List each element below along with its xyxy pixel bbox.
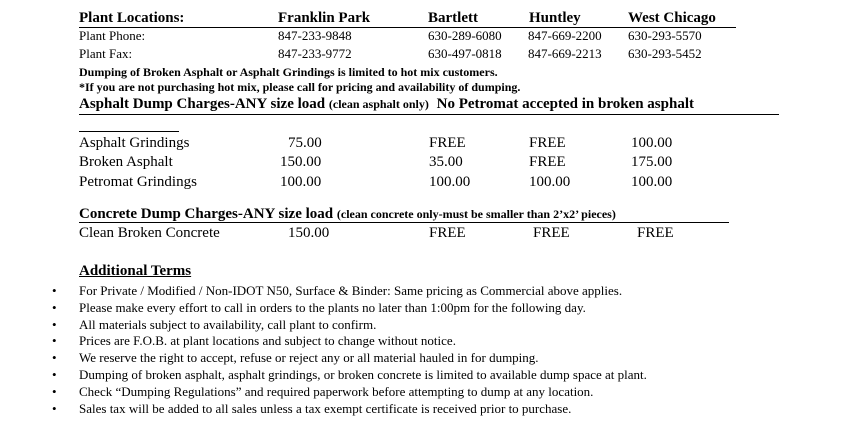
concrete-title-note: (clean concrete only-must be smaller than 2’x2’ pieces) — [336, 207, 616, 221]
list-item — [52, 317, 647, 334]
additional-terms-list — [52, 283, 647, 417]
term-text: We reserve the right to accept, refuse or reject any or all material hauled in for dumping. — [79, 350, 539, 366]
asphalt-row-name: Petromat Grindings — [79, 174, 197, 190]
asphalt-row-price-huntley: FREE — [529, 154, 566, 170]
asphalt-row-price-west-chicago: 100.00 — [631, 174, 673, 190]
concrete-row-price-franklin-park: 150.00 — [288, 225, 330, 241]
concrete-row-name: Clean Broken Concrete — [79, 225, 220, 241]
asphalt-row-price-bartlett: FREE — [429, 135, 466, 151]
asphalt-title-note: (clean asphalt only) — [328, 97, 429, 111]
phone-west-chicago: 630-293-5570 — [628, 28, 702, 43]
list-item — [52, 283, 647, 300]
term-text: All materials subject to availability, call plant to confirm. — [79, 316, 377, 332]
term-text: Sales tax will be added to all sales unless a tax exempt certificate is received prior to purchase. — [79, 400, 572, 416]
asphalt-row-price-bartlett: 100.00 — [429, 174, 471, 190]
bullet-icon: • — [52, 333, 57, 349]
concrete-row-price-huntley: FREE — [533, 225, 570, 241]
concrete-section-title — [79, 206, 616, 223]
list-item — [52, 300, 647, 317]
additional-terms-title: Additional Terms — [79, 263, 192, 279]
asphalt-title-text: Asphalt Dump Charges-ANY size load — [79, 96, 326, 112]
fax-franklin-park: 847-233-9772 — [278, 46, 352, 61]
asphalt-row-price-franklin-park: 100.00 — [280, 174, 322, 190]
phone-label: Plant Phone: — [79, 28, 146, 43]
asphalt-row-price-west-chicago: 175.00 — [631, 154, 673, 170]
asphalt-row-price-huntley: FREE — [529, 135, 566, 151]
term-text: Check “Dumping Regulations” and required paperwork before attempting to dump at any location. — [79, 383, 594, 399]
note-call-for-pricing: *If you are not purchasing hot mix, please call for pricing and availability of dumping. — [79, 80, 521, 94]
asphalt-title-underline — [79, 114, 779, 115]
bullet-icon: • — [52, 299, 57, 315]
concrete-row-price-west-chicago: FREE — [637, 225, 674, 241]
plant-name-franklin-park: Franklin Park — [278, 10, 371, 26]
asphalt-row-price-west-chicago: 100.00 — [631, 135, 673, 151]
asphalt-short-rule — [79, 131, 179, 132]
fax-label: Plant Fax: — [79, 46, 133, 61]
asphalt-row-price-bartlett: 35.00 — [429, 154, 463, 170]
concrete-title-underline — [79, 222, 729, 223]
fax-west-chicago: 630-293-5452 — [628, 46, 702, 61]
bullet-icon: • — [52, 350, 57, 366]
asphalt-row-name: Broken Asphalt — [79, 154, 173, 170]
term-text: For Private / Modified / Non-IDOT N50, Surface & Binder: Same pricing as Commercial above applies. — [79, 283, 623, 298]
list-item — [52, 367, 647, 384]
asphalt-row-price-franklin-park: 150.00 — [280, 154, 322, 170]
bullet-icon: • — [52, 316, 57, 332]
term-text: Please make every effort to call in orders to the plants no later than 1:00pm for the following day. — [79, 299, 586, 315]
term-text: Dumping of broken asphalt, asphalt grindings, or broken concrete is limited to available dump space at plant. — [79, 366, 647, 382]
asphalt-row-price-franklin-park: 75.00 — [288, 135, 322, 151]
plant-name-west-chicago: West Chicago — [628, 10, 716, 26]
note-dumping-limited: Dumping of Broken Asphalt or Asphalt Grindings is limited to hot mix customers. — [79, 65, 498, 79]
list-item — [52, 350, 647, 367]
list-item — [52, 401, 647, 418]
phone-huntley: 847-669-2200 — [528, 28, 602, 43]
plant-name-bartlett: Bartlett — [428, 10, 478, 26]
asphalt-row-name: Asphalt Grindings — [79, 135, 190, 151]
fax-huntley: 847-669-2213 — [528, 46, 602, 61]
fax-bartlett: 630-497-0818 — [428, 46, 502, 61]
bullet-icon: • — [52, 366, 57, 382]
asphalt-section-title — [79, 96, 694, 113]
list-item — [52, 333, 647, 350]
asphalt-row-price-huntley: 100.00 — [529, 174, 571, 190]
bullet-icon: • — [52, 283, 57, 298]
phone-franklin-park: 847-233-9848 — [278, 28, 352, 43]
plant-locations-label: Plant Locations: — [79, 10, 185, 26]
concrete-title-text: Concrete Dump Charges-ANY size load — [79, 206, 334, 222]
phone-bartlett: 630-289-6080 — [428, 28, 502, 43]
concrete-row-price-bartlett: FREE — [429, 225, 466, 241]
asphalt-petromat-warning: No Petromat accepted in broken asphalt — [436, 96, 694, 112]
list-item — [52, 384, 647, 401]
plant-name-huntley: Huntley — [529, 10, 581, 26]
term-text: Prices are F.O.B. at plant locations and subject to change without notice. — [79, 333, 456, 349]
bullet-icon: • — [52, 383, 57, 399]
bullet-icon: • — [52, 400, 57, 416]
